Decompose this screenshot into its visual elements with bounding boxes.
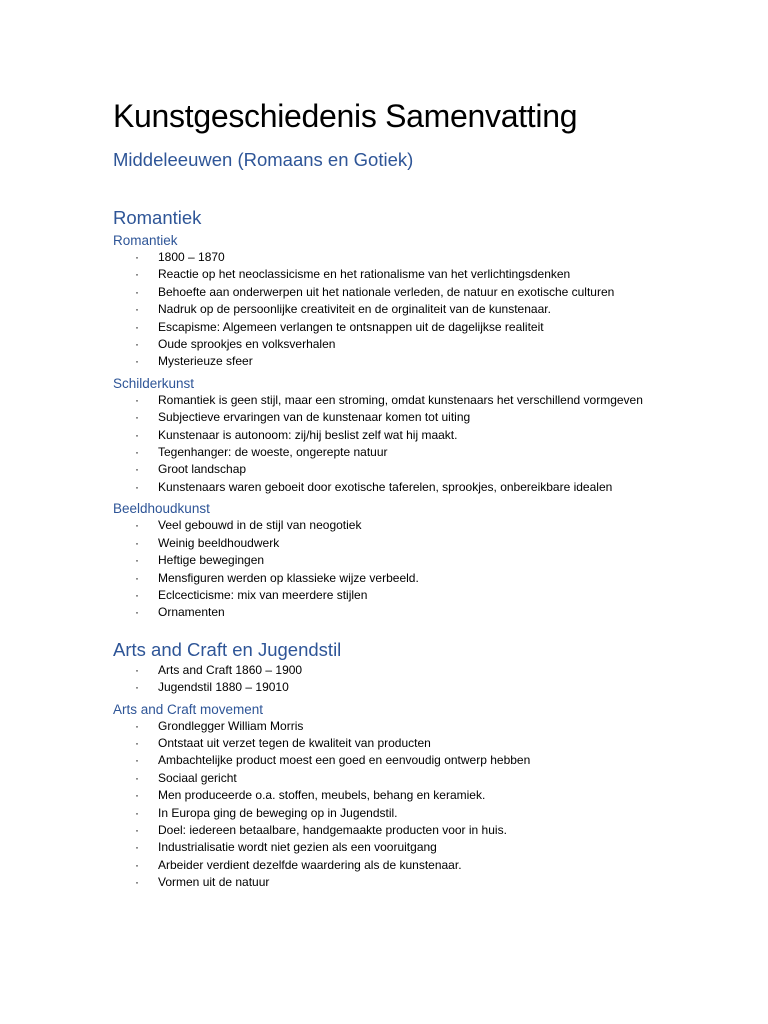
- bullet-icon: ·: [135, 445, 139, 460]
- bullet-icon: ·: [135, 337, 139, 352]
- list-item: [113, 266, 733, 283]
- bullet-icon: ·: [135, 392, 139, 407]
- list-item: [113, 461, 733, 478]
- bullet-icon: ·: [135, 718, 139, 733]
- bullet-icon: ·: [135, 857, 139, 872]
- bullet-icon: ·: [135, 875, 139, 890]
- bullet-icon: ·: [135, 662, 139, 677]
- list-item: [113, 604, 733, 621]
- heading-arts-and-craft: Arts and Craft en Jugendstil: [113, 638, 342, 660]
- list-item: [113, 770, 733, 787]
- list-item: [113, 427, 733, 444]
- list-item-text: Arts and Craft 1860 – 1900: [158, 662, 303, 677]
- bullet-icon: ·: [135, 427, 139, 442]
- bullet-icon: ·: [135, 354, 139, 369]
- bullet-icon: ·: [135, 479, 139, 494]
- bullet-icon: ·: [135, 284, 139, 299]
- list-item-text: 1800 – 1870: [158, 250, 225, 264]
- list-item-text: Subjectieve ervaringen van de kunstenaar komen tot uiting: [158, 410, 471, 425]
- list-item-text: Ornamenten: [158, 605, 225, 620]
- list-item-text: Groot landschap: [158, 462, 247, 477]
- bullet-icon: ·: [135, 840, 139, 855]
- list-item: [113, 517, 733, 534]
- bullet-icon: ·: [135, 770, 139, 785]
- list-item: [113, 552, 733, 569]
- list-item: [113, 735, 733, 752]
- list-item: [113, 249, 733, 266]
- list-item-text: In Europa ging de beweging op in Jugendstil.: [158, 805, 398, 820]
- list-item-text: Sociaal gericht: [158, 770, 237, 785]
- list-item-text: Oude sprookjes en volksverhalen: [158, 337, 336, 352]
- bullet-icon: ·: [135, 302, 139, 317]
- bullet-icon: ·: [135, 735, 139, 750]
- list-item-text: Mensfiguren werden op klassieke wijze verbeeld.: [158, 570, 419, 585]
- list-item: [113, 301, 733, 318]
- bullet-icon: ·: [135, 250, 139, 264]
- bullet-icon: ·: [135, 410, 139, 425]
- list-item-text: Doel: iedereen betaalbare, handgemaakte producten voor in huis.: [158, 822, 507, 837]
- list-item-text: Mysterieuze sfeer: [158, 354, 253, 369]
- bullet-icon: ·: [135, 822, 139, 837]
- list-item: [113, 752, 733, 769]
- bullet-icon: ·: [135, 570, 139, 585]
- list-item: [113, 805, 733, 822]
- list-item: [113, 336, 733, 353]
- list-arts-and-craft-movement: [113, 718, 733, 892]
- document-title: Kunstgeschiedenis Samenvatting: [113, 98, 578, 134]
- bullet-icon: ·: [135, 587, 139, 602]
- list-item-text: Behoefte aan onderwerpen uit het nationale verleden, de natuur en exotische culturen: [158, 284, 615, 299]
- heading-middeleeuwen: Middeleeuwen (Romaans en Gotiek): [113, 149, 414, 170]
- bullet-icon: ·: [135, 553, 139, 568]
- list-item-text: Veel gebouwd in de stijl van neogotiek: [158, 518, 362, 533]
- list-beeldhouwkunst: [113, 517, 733, 621]
- list-item-text: Arbeider verdient dezelfde waardering als de kunstenaar.: [158, 857, 462, 872]
- list-item-text: Grondlegger William Morris: [158, 718, 304, 733]
- list-item: [113, 353, 733, 370]
- list-item: [113, 679, 733, 696]
- list-item-text: Tegenhanger: de woeste, ongerepte natuur: [158, 445, 388, 460]
- bullet-icon: ·: [135, 788, 139, 803]
- bullet-icon: ·: [135, 605, 139, 620]
- list-item: [113, 822, 733, 839]
- list-item: [113, 718, 733, 735]
- list-item: [113, 874, 733, 891]
- bullet-icon: ·: [135, 805, 139, 820]
- list-item: [113, 857, 733, 874]
- bullet-icon: ·: [135, 680, 139, 695]
- bullet-icon: ·: [135, 753, 139, 768]
- list-item-text: Weinig beeldhoudwerk: [158, 535, 280, 550]
- subheading-beeldhouwkunst: Beeldhoudkunst: [113, 501, 210, 517]
- list-item-text: Ambachtelijke product moest een goed en eenvoudig ontwerp hebben: [158, 753, 531, 768]
- list-item-text: Vormen uit de natuur: [158, 875, 270, 890]
- list-item: [113, 787, 733, 804]
- list-item: [113, 479, 733, 496]
- list-item-text: Romantiek is geen stijl, maar een stroming, omdat kunstenaars het verschillend vormgeven: [158, 392, 643, 407]
- list-item: [113, 319, 733, 336]
- list-arts-and-craft: [113, 662, 733, 697]
- document-page: [113, 96, 733, 892]
- list-schilderkunst: [113, 392, 733, 496]
- list-item: [113, 284, 733, 301]
- bullet-icon: ·: [135, 535, 139, 550]
- list-item-text: Heftige bewegingen: [158, 553, 265, 568]
- list-item-text: Industrialisatie wordt niet gezien als een vooruitgang: [158, 840, 437, 855]
- subheading-schilderkunst: Schilderkunst: [113, 375, 195, 391]
- list-item: [113, 392, 733, 409]
- subheading-arts-and-craft-movement: Arts and Craft movement: [113, 701, 264, 717]
- list-item: [113, 587, 733, 604]
- list-item-text: Eclcecticisme: mix van meerdere stijlen: [158, 587, 368, 602]
- bullet-icon: ·: [135, 462, 139, 477]
- bullet-icon: ·: [135, 518, 139, 533]
- list-romantiek: [113, 249, 733, 371]
- list-item-text: Reactie op het neoclassicisme en het rationalisme van het verlichtingsdenken: [158, 267, 571, 282]
- bullet-icon: ·: [135, 267, 139, 282]
- bullet-icon: ·: [135, 319, 139, 334]
- list-item-text: Ontstaat uit verzet tegen de kwaliteit van producten: [158, 735, 431, 750]
- list-item: [113, 535, 733, 552]
- list-item: [113, 839, 733, 856]
- list-item-text: Kunstenaars waren geboeit door exotische taferelen, sprookjes, onbereikbare idealen: [158, 479, 613, 494]
- list-item-text: Escapisme: Algemeen verlangen te ontsnappen uit de dagelijkse realiteit: [158, 319, 544, 334]
- list-item: [113, 570, 733, 587]
- list-item: [113, 662, 733, 679]
- heading-romantiek: Romantiek: [113, 207, 202, 228]
- list-item-text: Kunstenaar is autonoom: zij/hij beslist zelf wat hij maakt.: [158, 427, 458, 442]
- subheading-romantiek: Romantiek: [113, 233, 178, 248]
- list-item-text: Jugendstil 1880 – 19010: [158, 680, 289, 695]
- list-item-text: Nadruk op de persoonlijke creativiteit en de orginaliteit van de kunstenaar.: [158, 302, 551, 317]
- list-item-text: Men produceerde o.a. stoffen, meubels, behang en keramiek.: [158, 788, 486, 803]
- list-item: [113, 444, 733, 461]
- list-item: [113, 409, 733, 426]
